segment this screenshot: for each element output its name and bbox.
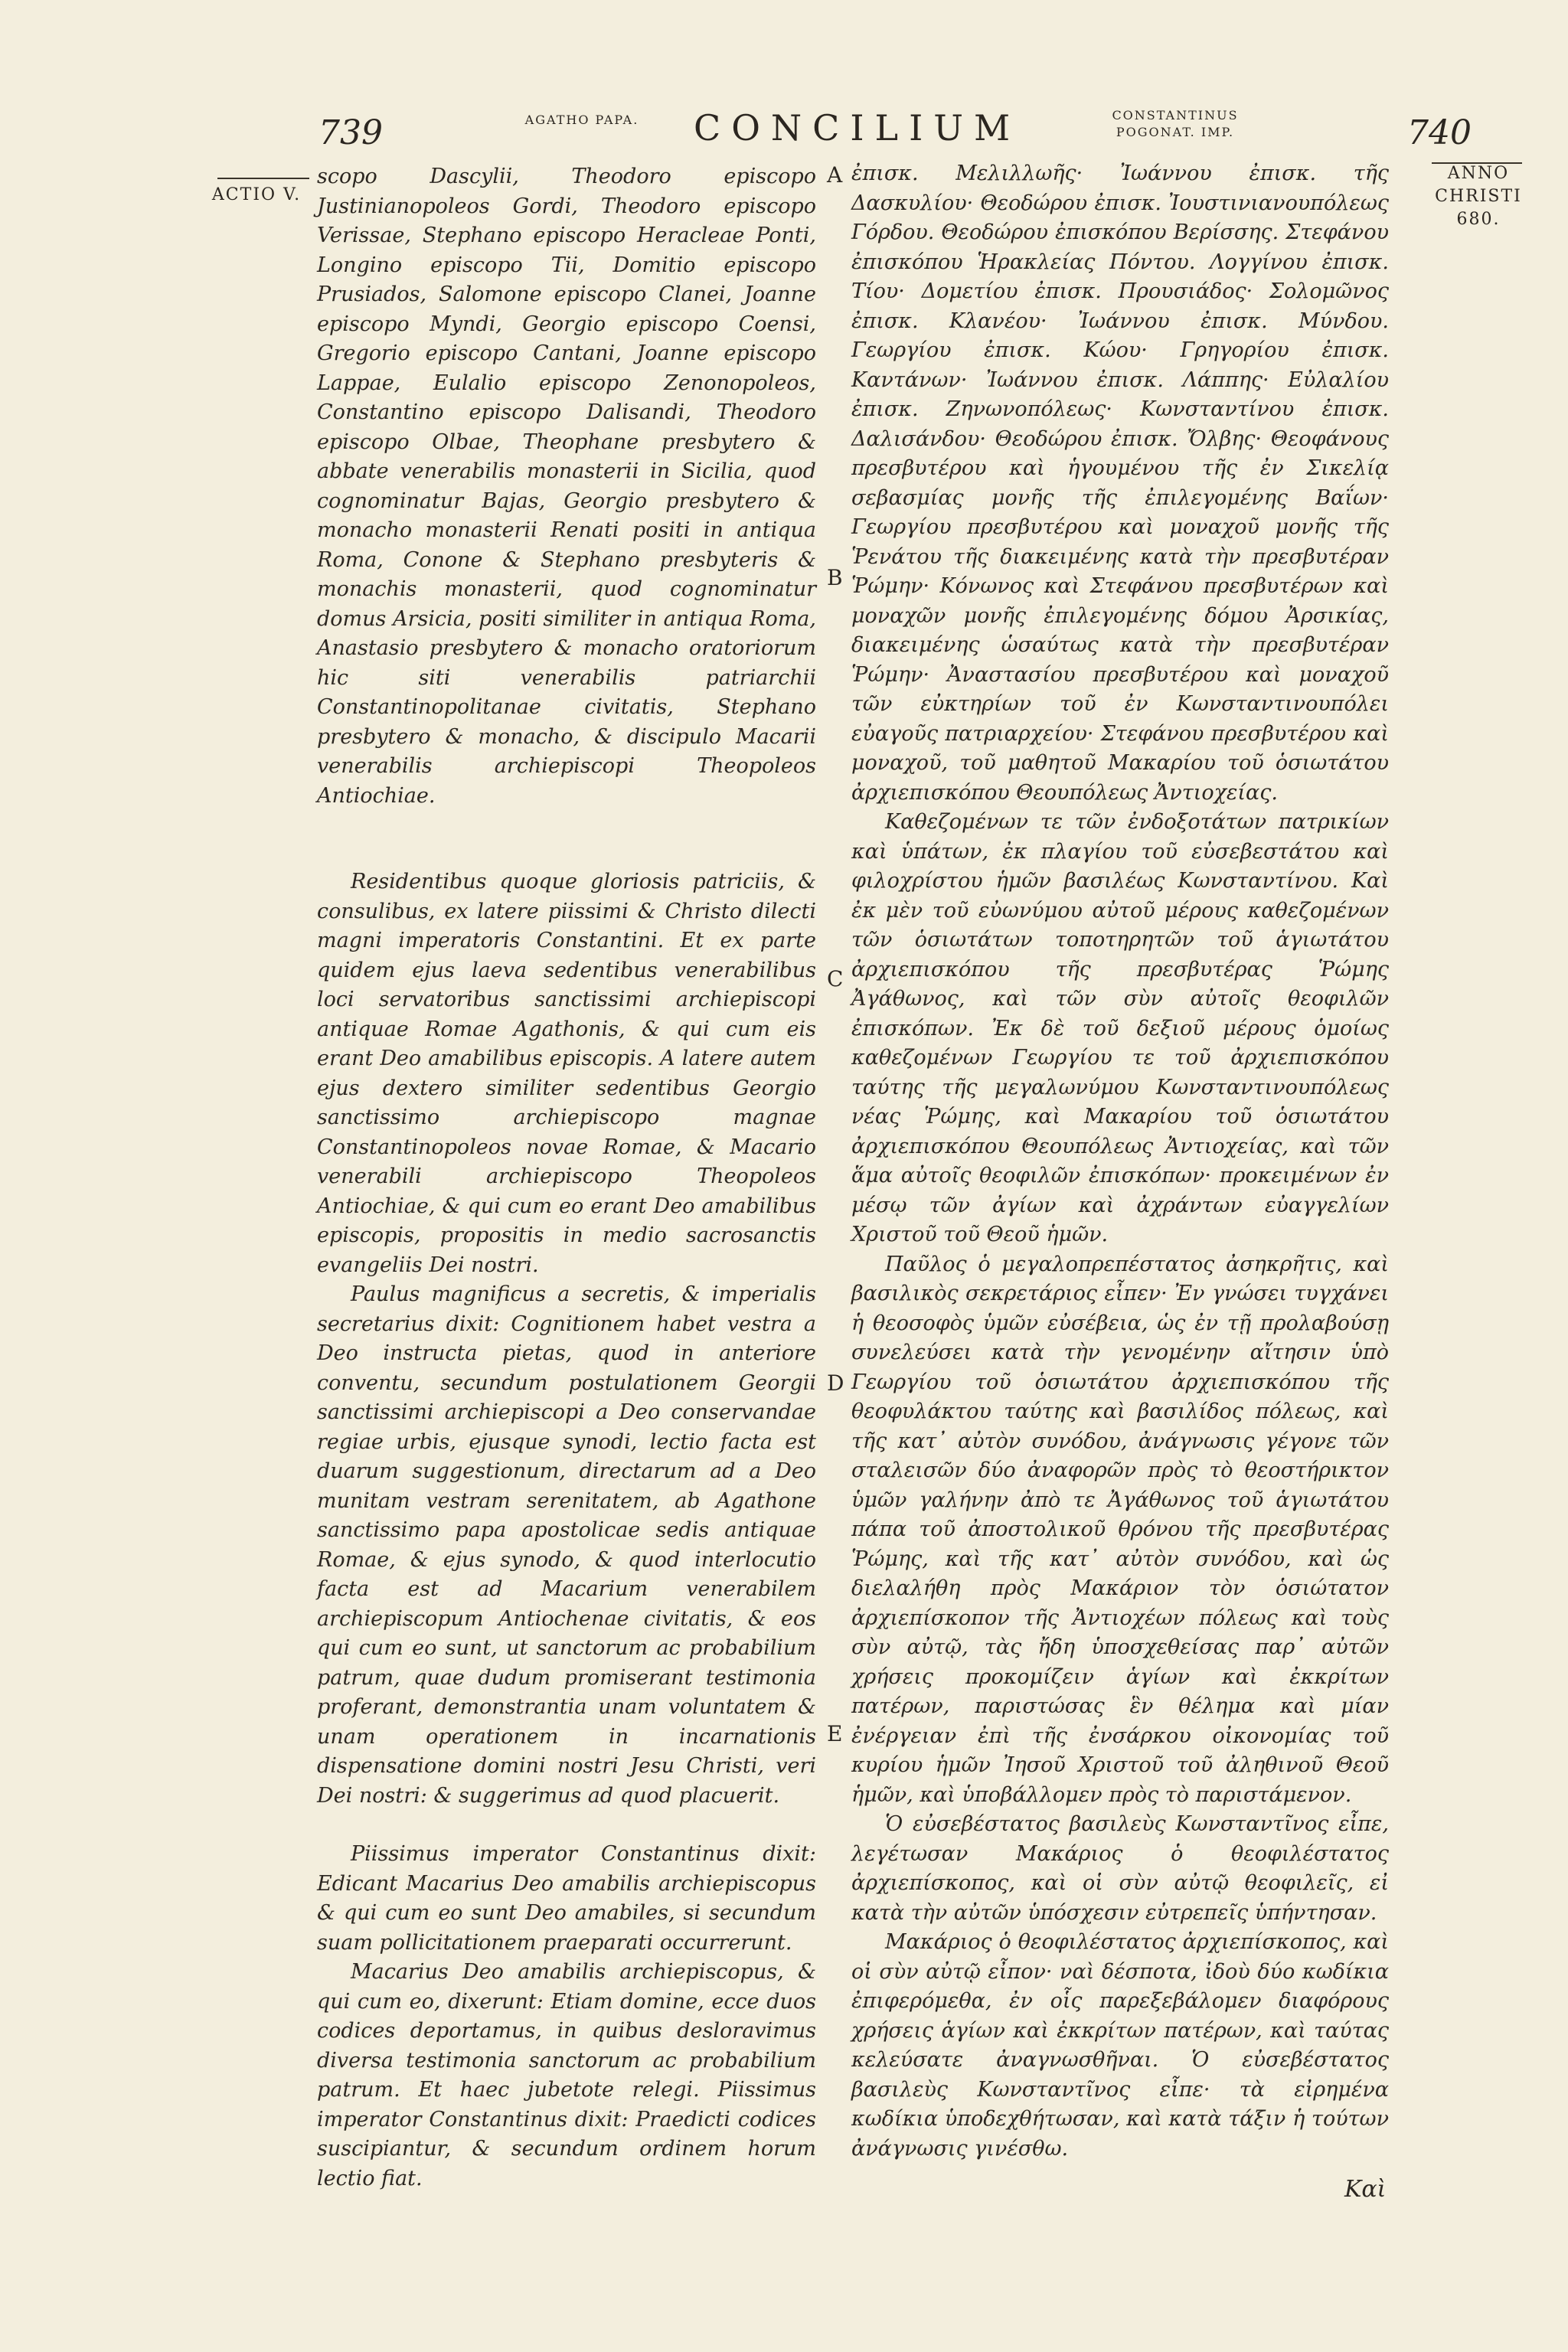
left-margin-rule xyxy=(217,178,309,179)
greek-paragraph-3: Παῦλος ὁ μεγαλοπρεπέστατος ἀσηκρῆτις, καὶ βασιλικὸς σεκρετάριος εἶπεν· Ἐν γνώσει τυγχάνει ἡ θεοσοφὸς ὑμῶν εὐσέβεια, ὡς ἐν τῇ προλαβούσῃ συνελεύσει κατὰ τὴν γενομένην αἴτησιν ὑπὸ Γεωργίου τοῦ ὁσιωτάτου ἀρχιεπισκόπου τῆς θεοφυλάκτου ταύτης καὶ βασιλίδος πόλεως, καὶ τῆς κατ᾽ αὐτὸν συνόδου, ἀνάγνωσις γέγονε τῶν σταλεισῶν δύο ἀναφορῶν πρὸς τὸ θεοστήρικτον ὑμῶν γαλήνην ἀπὸ τε Ἀγάθωνος τοῦ ἁγιωτάτου πάπα τοῦ ἀποστολικοῦ θρόνου τῆς πρεσβυτέρας Ῥώμης, καὶ τῆς κατ᾽ αὐτὸν συνόδου, καὶ ὡς διελαλήθη πρὸς Μακάριον τὸν ὁσιώτατον ἀρχιεπίσκοπον τῆς Ἀντιοχέων πόλεως καὶ τοὺς σὺν αὐτῷ, τὰς ἤδη ὑποσχεθείσας παρ᾽ αὐτῶν χρήσεις προκομίζειν ἁγίων καὶ ἐκκρίτων πατέρων, παριστώσας ἓν θέλημα καὶ μίαν ἐνέργειαν ἐπὶ τῆς ἐνσάρκου οἰκονομίας τοῦ κυρίου ἡμῶν Ἰησοῦ Χριστοῦ τοῦ ἀληθινοῦ Θεοῦ ἡμῶν, καὶ ὑποβάλλομεν πρὸς τὸ παριστάμενον. xyxy=(851,1252,1389,1807)
right-page-number: 740 xyxy=(1407,113,1472,152)
greek-column xyxy=(851,159,1389,2164)
latin-paragraph-1: scopo Dascylii, Theodoro episcopo Justinianopoleos Gordi, Theodoro episcopo Verissae, Stephano episcopo Heracleae Ponti, Longino episcopo Tii, Domitio episcopo Prusiados, Salomone episcopo Clanei, Joanne episcopo Myndi, Georgio episcopo Coensi, Gregorio episcopo Cantani, Joanne episcopo Lappae, Eulalio episcopo Zenonopoleos, Constantino episcopo Dalisandi, Theodoro episcopo Olbae, Theophane presbytero & abbate venerabilis monasterii in Sicilia, quod cognominatur Bajas, Georgio presbytero & monacho monasterii Renati positi in antiqua Roma, Conone & Stephano presbyteris & monachis monasterii, quod cognominatur domus Arsicia, positi similiter in antiqua Roma, Anastasio presbytero & monacho oratoriorum hic siti venerabilis patriarchii Constantinopolitanae civitatis, Stephano presbytero & monacho, & discipulo Macarii venerabilis archiepiscopi Theopoleos Antiochiae. xyxy=(317,165,816,808)
left-page-number: 739 xyxy=(318,113,383,152)
left-margin-note: ACTIO V. xyxy=(211,185,302,204)
greek-paragraph-4: Ὁ εὐσεβέστατος βασιλεὺς Κωνσταντῖνος εἶπε, λεγέτωσαν Μακάριος ὁ θεοφιλέστατος ἀρχιεπίσκοπος, καὶ οἱ σὺν αὐτῷ θεοφιλεῖς, εἰ κατὰ τὴν αὐτῶν ὑπόσχεσιν εὐτρεπεῖς ὑπήντησαν. xyxy=(851,1812,1389,1925)
section-letter-a: A xyxy=(827,162,843,188)
left-running-head: AGATHO PAPA. xyxy=(524,113,639,127)
latin-paragraph-3: Paulus magnificus a secretis, & imperialis secretarius dixit: Cognitionem habet vestra a Deo instructa pietas, quod in anteriore conventu, secundum postulationem Georgii sanctissimi archiepiscopi a Deo conservandae regiae urbis, ejusque synodi, lectio facta est duarum suggestionum, directarum ad a Deo munitam vestram serenitatem, ab Agathone sanctissimo papa apostolicae sedis antiquae Romae, & ejus synodo, & quod interlocutio facta est ad Macarium venerabilem archiepiscopum Antiochenae civitatis, & eos qui cum eo sunt, ut sanctorum ac probabilium patrum, quae dudum promiserant testimonia proferant, demonstrantia unam voluntatem & unam operationem in incarnationis dispensatione domini nostri Jesu Christi, veri Dei nostri: & suggerimus ad quod placuerit. xyxy=(317,1282,816,1808)
catchword: Καὶ xyxy=(1344,2176,1387,2203)
section-letter-c: C xyxy=(827,966,844,991)
page-title: CONCILIUM xyxy=(694,107,1021,149)
latin-paragraph-2: Residentibus quoque gloriosis patriciis, & consulibus, ex latere piissimi & Christo dilecti magni imperatoris Constantini. Et ex parte quidem ejus laeva sedentibus venerabilibus loci servatoribus sanctissimi archiepiscopi antiquae Romae Agathonis, & qui cum eis erant Deo amabilibus episcopis. A latere autem ejus dextero similiter sedentibus Georgio sanctissimo archiepiscopo magnae Constantinopoleos novae Romae, & Macario venerabili archiepiscopo Theopoleos Antiochiae, & qui cum eo erant Deo amabilibus episcopis, propositis in medio sacrosanctis evangeliis Dei nostri. xyxy=(317,870,816,1277)
section-letter-b: B xyxy=(827,565,843,590)
section-letter-e: E xyxy=(827,1721,843,1746)
latin-column xyxy=(317,162,816,2194)
right-margin-note: ANNO CHRISTI 680. xyxy=(1435,164,1522,229)
section-letter-d: D xyxy=(827,1370,844,1396)
greek-paragraph-5: Μακάριος ὁ θεοφιλέστατος ἀρχιεπίσκοπος, καὶ οἱ σὺν αὐτῷ εἶπον· ναὶ δέσποτα, ἰδοὺ δύο κωδίκια ἐπιφερόμεθα, ἐν οἷς παρεξεβάλομεν διαφόρους χρήσεις ἁγίων καὶ ἐκκρίτων πατέρων, καὶ ταύτας κελεύσατε ἀναγνωσθῆναι. Ὁ εὐσεβέστατος βασιλεὺς Κωνσταντῖνος εἶπε· τὰ εἰρημένα κωδίκια ὑποδεχθήτωσαν, καὶ κατὰ τάξιν ἡ τούτων ἀνάγνωσις γινέσθω. xyxy=(851,1930,1389,2161)
latin-paragraph-5: Macarius Deo amabilis archiepiscopus, & qui cum eo, dixerunt: Etiam domine, ecce duos codices deportamus, in quibus desloravimus diversa testimonia sanctorum ac probabilium patrum. Et haec jubetote relegi. Piissimus imperator Constantinus dixit: Praedicti codices suscipiantur, & secundum ordinem horum lectio fiat. xyxy=(317,1960,816,2190)
right-running-head: CONSTANTINUS POGONAT. IMP. xyxy=(1112,108,1239,139)
latin-paragraph-4: Piissimus imperator Constantinus dixit: Edicant Macarius Deo amabilis archiepiscopus & qui cum eo sunt Deo amabiles, si secundum suam pollicitationem praeparati occurrerunt. xyxy=(317,1842,816,1955)
greek-paragraph-2: Καθεζομένων τε τῶν ἐνδοξοτάτων πατρικίων καὶ ὑπάτων, ἐκ πλαγίου τοῦ εὐσεβεστάτου καὶ φιλοχρίστου ἡμῶν βασιλέως Κωνσταντίνου. Καὶ ἐκ μὲν τοῦ εὐωνύμου αὐτοῦ μέρους καθεζομένων τῶν ὁσιωτάτων τοποτηρητῶν τοῦ ἁγιωτάτου ἀρχιεπισκόπου τῆς πρεσβυτέρας Ῥώμης Ἀγάθωνος, καὶ τῶν σὺν αὐτοῖς θεοφιλῶν ἐπισκόπων. Ἐκ δὲ τοῦ δεξιοῦ μέρους ὁμοίως καθεζομένων Γεωργίου τε τοῦ ἀρχιεπισκόπου ταύτης τῆς μεγαλωνύμου Κωνσταντινουπόλεως νέας Ῥώμης, καὶ Μακαρίου τοῦ ὁσιωτάτου ἀρχιεπισκόπου Θεουπόλεως Ἀντιοχείας, καὶ τῶν ἅμα αὐτοῖς θεοφιλῶν ἐπισκόπων· προκειμένων ἐν μέσῳ τῶν ἀγίων καὶ ἀχράντων εὐαγγελίων Χριστοῦ τοῦ Θεοῦ ἡμῶν. xyxy=(851,810,1389,1246)
greek-paragraph-1: ἐπισκ. Μελιλλωῆς· Ἰωάννου ἐπισκ. τῆς Δασκυλίου· Θεοδώρου ἐπισκ. Ἰουστινιανουπόλεως Γόρδου. Θεοδώρου ἐπισκόπου Βερίσσης. Στεφάνου ἐπισκόπου Ἡρακλείας Πόντου. Λογγίνου ἐπισκ. Τίου· Δομετίου ἐπισκ. Προυσιάδος· Σολομῶνος ἐπισκ. Κλανέου· Ἰωάννου ἐπισκ. Μύνδου. Γεωργίου ἐπισκ. Κώου· Γρηγορίου ἐπισκ. Καντάνων· Ἰωάννου ἐπισκ. Λάππης· Εὐλαλίου ἐπισκ. Ζηνωνοπόλεως· Κωνσταντίνου ἐπισκ. Δαλισάνδου· Θεοδώρου ἐπισκ. Ὄλβης· Θεοφάνους πρεσβυτέρου καὶ ἡγουμένου τῆς ἐν Σικελίᾳ σεβασμίας μονῆς τῆς ἐπιλεγομένης Βαΐων· Γεωργίου πρεσβυτέρου καὶ μοναχοῦ μονῆς τῆς Ῥενάτου τῆς διακειμένης κατὰ τὴν πρεσβυτέραν Ῥώμην· Κόνωνος καὶ Στεφάνου πρεσβυτέρων καὶ μοναχῶν μονῆς ἐπιλεγομένης δόμου Ἀρσικίας, διακειμένης ὡσαύτως κατὰ τὴν πρεσβυτέραν Ῥώμην· Ἀναστασίου πρεσβυτέρου καὶ μοναχοῦ τῶν εὐκτηρίων τοῦ ἐν Κωνσταντινουπόλει εὐαγοῦς πατριαρχείου· Στεφάνου πρεσβυτέρου καὶ μοναχοῦ, τοῦ μαθητοῦ Μακαρίου τοῦ ὁσιωτάτου ἀρχιεπισκόπου Θεουπόλεως Ἀντιοχείας. xyxy=(851,162,1389,805)
